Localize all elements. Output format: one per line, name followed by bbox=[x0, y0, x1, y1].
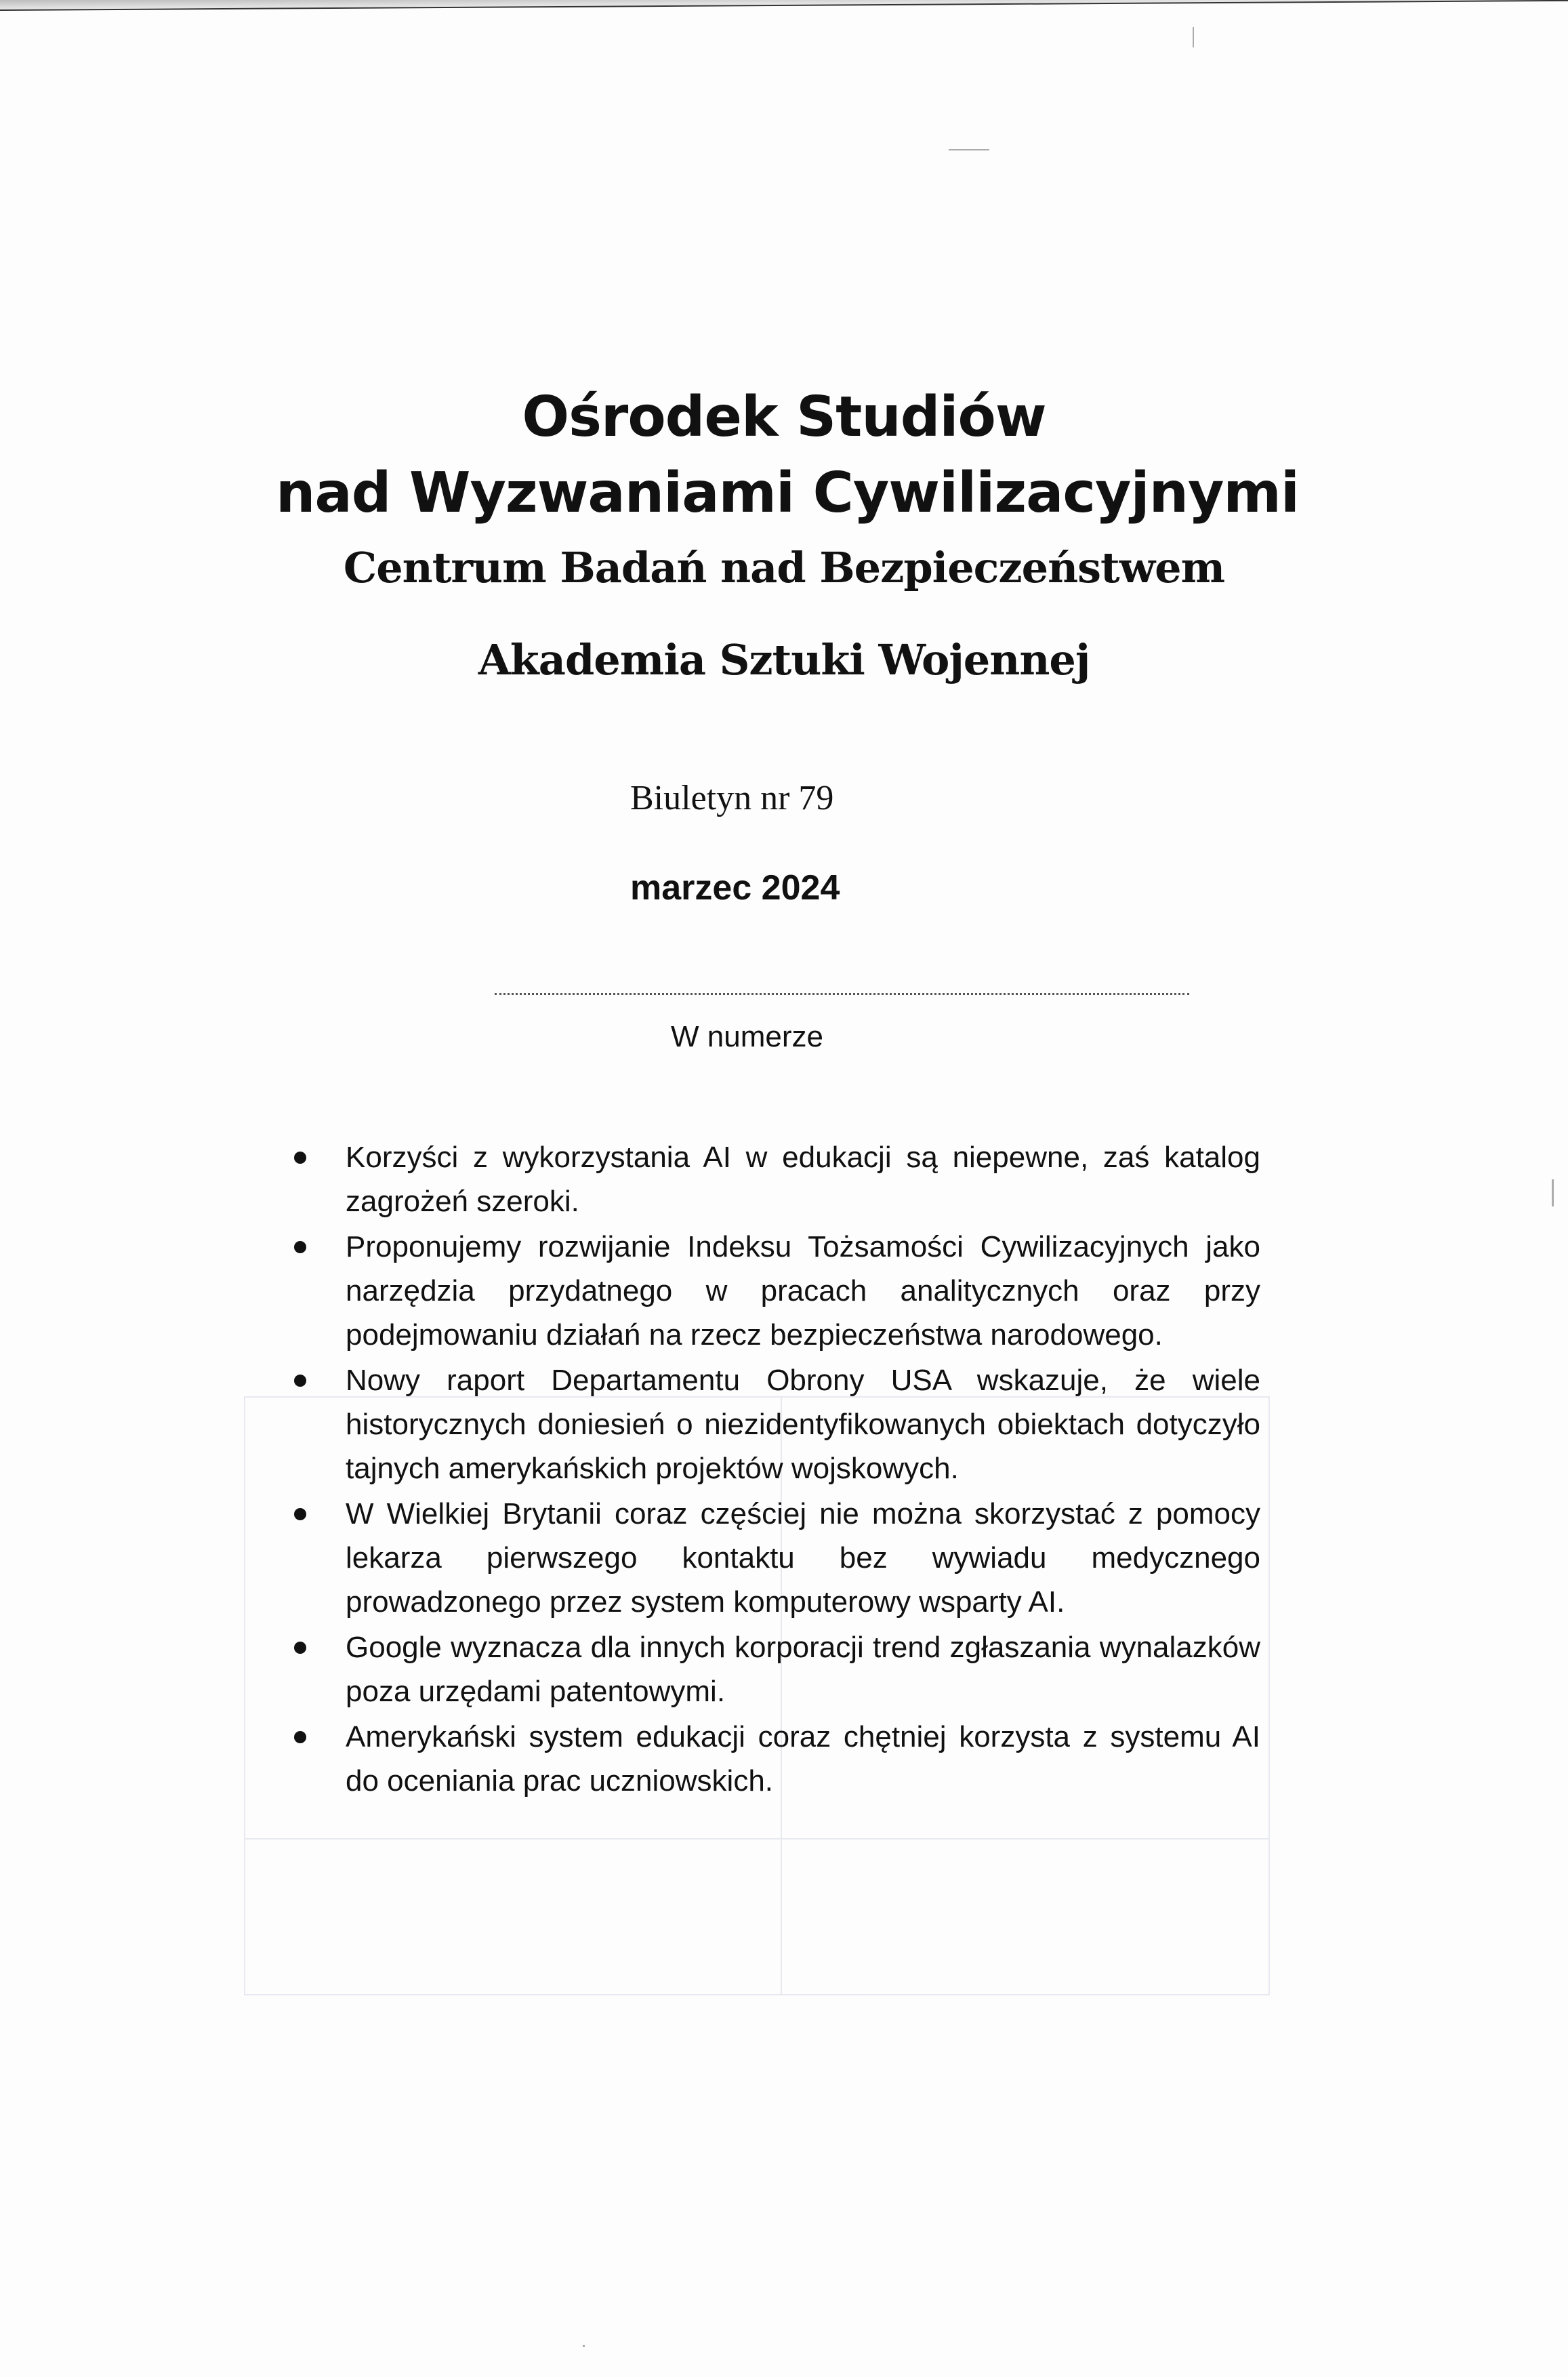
contents-item bbox=[285, 1135, 1260, 1223]
bullet-icon bbox=[294, 1508, 306, 1520]
academy-name: Akademia Sztuki Wojennej bbox=[478, 635, 1090, 685]
title-line-2: nad Wyzwaniami Cywilizacyjnymi bbox=[276, 461, 1299, 525]
bullet-icon bbox=[294, 1152, 306, 1164]
bullet-icon bbox=[294, 1642, 306, 1654]
contents-item bbox=[285, 1492, 1260, 1624]
bleed-table-row-divider bbox=[245, 1838, 1268, 1840]
scan-speck bbox=[1193, 27, 1194, 47]
contents-item bbox=[285, 1225, 1260, 1357]
contents-item-text: Amerykański system edukacji coraz chętniej korzysta z systemu AI do oceniania prac uczniowskich. bbox=[346, 1720, 1260, 1797]
issue-date: marzec 2024 bbox=[630, 868, 840, 908]
issue-number: Biuletyn nr 79 bbox=[630, 779, 834, 817]
bullet-icon bbox=[294, 1375, 306, 1387]
bullet-icon bbox=[294, 1731, 306, 1743]
contents-item-text: Korzyści z wykorzystania AI w edukacji są niepewne, zaś katalog zagrożeń szeroki. bbox=[346, 1141, 1260, 1218]
title-block bbox=[0, 380, 1568, 693]
contents-item bbox=[285, 1358, 1260, 1490]
contents-item bbox=[285, 1715, 1260, 1803]
contents-item-text: Nowy raport Departamentu Obrony USA wskazuje, że wiele historycznych doniesień o niezidentyfikowanych obiektach dotyczyło tajnych amerykańskich projektów wojskowych. bbox=[346, 1364, 1260, 1485]
scan-speck bbox=[583, 2345, 585, 2347]
bullet-icon bbox=[294, 1241, 306, 1253]
scan-speck bbox=[949, 149, 989, 150]
contents-item-text: Google wyznacza dla innych korporacji trend zgłaszania wynalazków poza urzędami patentowymi. bbox=[346, 1631, 1260, 1708]
scan-speck bbox=[1552, 1179, 1554, 1206]
contents-item bbox=[285, 1625, 1260, 1713]
title-line-1: Ośrodek Studiów bbox=[522, 385, 1046, 449]
contents-item-text: Proponujemy rozwijanie Indeksu Tożsamości Cywilizacyjnych jako narzędzia przydatnego w pracach analitycznych oraz przy podejmowaniu działań na rzecz bezpieczeństwa narodowego. bbox=[346, 1230, 1260, 1352]
scan-top-edge bbox=[0, 0, 1568, 11]
center-name: Centrum Badań nad Bezpieczeństwem bbox=[343, 543, 1225, 592]
contents-item-text: W Wielkiej Brytanii coraz częściej nie można skorzystać z pomocy lekarza pierwszego kontaktu bez wywiadu medycznego prowadzonego przez system komputerowy wsparty AI. bbox=[346, 1497, 1260, 1619]
contents-heading: W numerze bbox=[671, 1020, 823, 1053]
section-divider bbox=[495, 993, 1189, 995]
contents-list bbox=[285, 1135, 1260, 1804]
